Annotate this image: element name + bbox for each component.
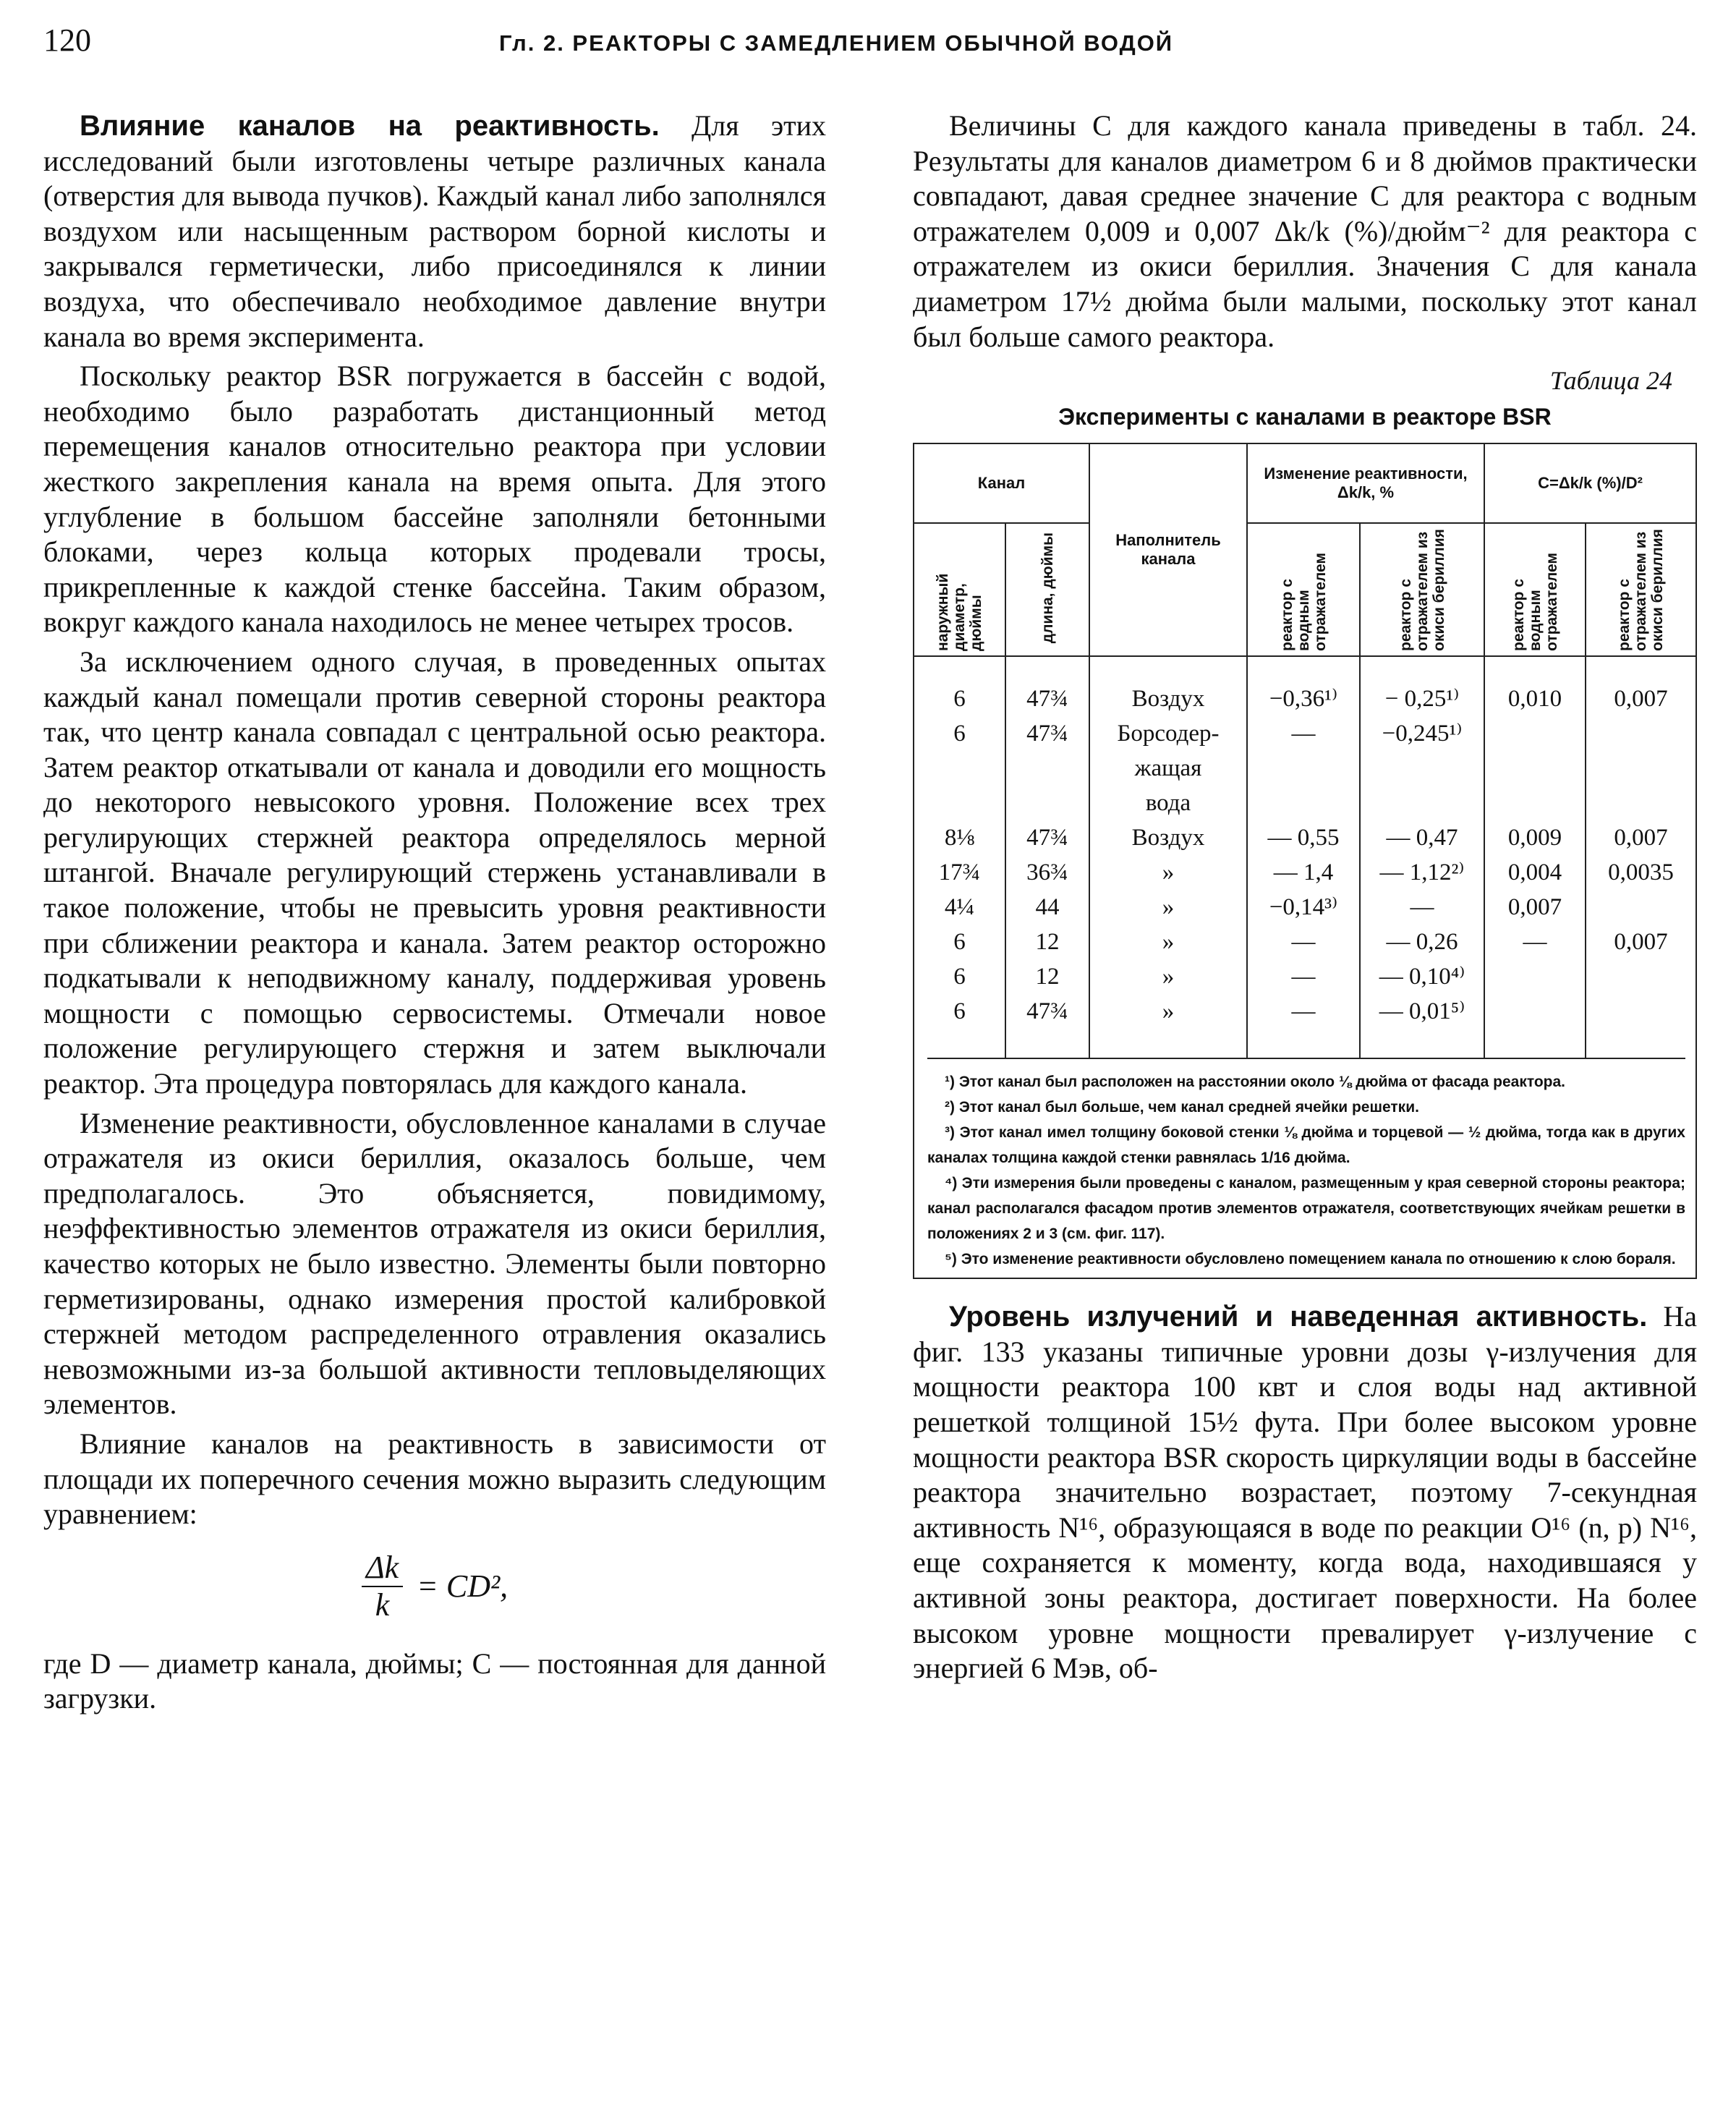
cell-c-beo xyxy=(1586,994,1695,1058)
cell-dk-beo: −0,245¹⁾ xyxy=(1360,716,1484,751)
equation-rhs: = CD², xyxy=(417,1568,509,1605)
cell-c-beo xyxy=(1586,959,1695,994)
cell-filler: жащая xyxy=(1089,751,1247,786)
cell-length: 36¾ xyxy=(1005,855,1089,890)
cell-dk-water: −0,14³⁾ xyxy=(1247,890,1360,925)
cell-length: 12 xyxy=(1005,959,1089,994)
table-row xyxy=(914,925,1695,959)
cell-c-beo: 0,0035 xyxy=(1608,859,1674,886)
subheader-diameter xyxy=(914,523,1005,656)
cell-length: 47¾ xyxy=(1005,820,1089,855)
paragraph-beryllium: Изменение реактивности, обусловленное каналами в случае отражателя из окиси бериллия, оказалось больше, чем предполагалось. Это объясняется, повидимому, неэффективностью элементов отражателя из окиси бериллия, качество которых не было известно. Элементы были повторно герметизированы, однако измерения простой калибровкой стержней методом распределенного отравления оказались невозможными из-за большой активности тепловыделяющих элементов. xyxy=(43,1106,826,1421)
cell-diameter: 17¾ xyxy=(914,855,1005,890)
cell-dk-beo: — 0,47 xyxy=(1360,820,1484,855)
cell-dk-beo: − 0,25¹⁾ xyxy=(1360,656,1484,716)
cell-filler: » xyxy=(1089,994,1247,1058)
table-row xyxy=(914,656,1695,716)
cell-c-beo xyxy=(1586,716,1695,751)
subheader-beo-reflector xyxy=(1360,523,1484,656)
cell-dk-beo: — 0,10⁴⁾ xyxy=(1360,959,1484,994)
cell-diameter: 6 xyxy=(914,994,1005,1058)
paragraph-equation-intro: Влияние каналов на реактивность в зависимости от площади их поперечного сечения можно выразить следующим уравнением: xyxy=(43,1427,826,1531)
cell-length: 47¾ xyxy=(1005,656,1089,716)
footnote-2: ²) Этот канал был больше, чем канал средней ячейки решетки. xyxy=(945,1099,1419,1116)
footnote-4: ⁴) Эти измерения были проведены с каналом, размещенным у края северной стороны реактора; канал располагался фасадом против элементов отражателя, соответствующих ячейкам решетки в положениях 2 и 3 (см. фиг. 117). xyxy=(927,1175,1685,1243)
cell-length: 47¾ xyxy=(1005,716,1089,751)
subheader-water-reflector xyxy=(1247,523,1360,656)
cell-length xyxy=(1005,751,1089,786)
cell-c-water: 0,009 xyxy=(1484,820,1586,855)
cell-filler: Воздух xyxy=(1089,820,1247,855)
cell-c-beo xyxy=(1586,751,1695,786)
cell-dk-water: — xyxy=(1247,994,1360,1058)
cell-dk-beo: — 0,26 xyxy=(1360,925,1484,959)
table-footnotes xyxy=(927,1058,1685,1272)
footnote-3: ³) Этот канал имел толщину боковой стенки ⅛ дюйма и торцевой — ½ дюйма, тогда как в других каналах толщина каждой стенки равнялась 1/16 дюйма. xyxy=(927,1124,1685,1167)
subheader-length-text: длина, дюймы xyxy=(1039,532,1056,643)
table-row xyxy=(914,751,1695,786)
cell-dk-beo: — 0,01⁵⁾ xyxy=(1360,994,1484,1058)
subheader-c-water-text: реактор с водным отражателем xyxy=(1510,553,1560,652)
cell-c-water xyxy=(1484,959,1586,994)
header-filler: Наполнитель канала xyxy=(1089,444,1247,656)
cell-dk-beo xyxy=(1360,786,1484,820)
table-row xyxy=(914,786,1695,820)
cell-dk-water: −0,36¹⁾ xyxy=(1247,656,1360,716)
table-row xyxy=(914,994,1695,1058)
right-column xyxy=(913,109,1697,1686)
cell-dk-beo: — xyxy=(1360,890,1484,925)
cell-diameter xyxy=(914,751,1005,786)
cell-length xyxy=(1005,786,1089,820)
cell-length: 12 xyxy=(1005,925,1089,959)
subheader-water-reflector-text: реактор с водным отражателем xyxy=(1278,553,1329,652)
cell-dk-beo xyxy=(1360,751,1484,786)
header-constant: C=Δk/k (%)/D² xyxy=(1484,444,1695,523)
cell-diameter: 6 xyxy=(914,656,1005,716)
section-title-radiation: Уровень излучений и наведенная активность. xyxy=(949,1301,1648,1333)
paragraph-remote-method: Поскольку реактор BSR погружается в бассейн с водой, необходимо было разработать дистанционный метод перемещения каналов относительно реактора при условии жесткого закрепления канала на время опыта. Для этого углубление в большом бассейне заполняли бетонными блоками, через кольца которых продевали тросы, прикрепленные к каждой стенке бассейна. Таким образом, вокруг каждого канала находилось не менее четырех тросов. xyxy=(43,360,826,639)
paragraph-text: Для этих исследований были изготовлены четыре различных канала (отверстия для вывода пучков). Каждый канал либо заполнялся воздухом или насыщенным раствором борной кислоты и закрывался герметически, либо присоединялся к линии воздуха, что обеспечивало необходимое давление внутри канала во время эксперимента. xyxy=(43,109,827,353)
cell-c-water: 0,007 xyxy=(1484,890,1586,925)
cell-filler: » xyxy=(1089,925,1247,959)
cell-dk-water xyxy=(1247,786,1360,820)
cell-diameter: 6 xyxy=(914,925,1005,959)
cell-diameter: 6 xyxy=(914,716,1005,751)
running-head: Гл. 2. РЕАКТОРЫ С ЗАМЕДЛЕНИЕМ ОБЫЧНОЙ ВОДОЙ xyxy=(499,30,1174,56)
cell-diameter: 8⅛ xyxy=(914,820,1005,855)
equation-denominator: k xyxy=(375,1586,390,1623)
subheader-beo-reflector-text: реактор с отражателем из окиси бериллия xyxy=(1397,529,1447,652)
subheader-c-beo xyxy=(1586,523,1695,656)
subheader-c-beo-text: реактор с отражателем из окиси бериллия xyxy=(1616,529,1667,652)
paragraph-channels-influence xyxy=(43,109,826,354)
subheader-length xyxy=(1005,523,1089,656)
cell-filler: » xyxy=(1089,855,1247,890)
cell-c-water xyxy=(1484,716,1586,751)
cell-diameter xyxy=(914,786,1005,820)
table-row xyxy=(914,890,1695,925)
cell-c-beo: 0,007 xyxy=(1614,686,1668,713)
left-column xyxy=(43,109,826,1717)
paragraph-text: На фиг. 133 указаны типичные уровни дозы γ-излучения для мощности реактора 100 квт и слоя воды над активной решеткой толщиной 15½ фута. При более высоком уровне мощности реактора BSR скорость циркуляции воды в бассейне реактора значительно возрастает, поэтому 7-секундная активность N¹⁶, образующаяся в воде по реакции O¹⁶ (n, p) N¹⁶, еще сохраняется к моменту, когда вода, находившаяся у активной зоны реактора, достигает поверхности. На более высоком уровне мощности превалирует γ-излучение с энергией 6 Мэв, об- xyxy=(913,1300,1698,1685)
cell-filler: » xyxy=(1089,959,1247,994)
cell-filler: Воздух xyxy=(1089,656,1247,716)
cell-dk-water: — xyxy=(1247,716,1360,751)
table-row xyxy=(914,959,1695,994)
cell-c-water xyxy=(1484,751,1586,786)
table-24 xyxy=(913,443,1697,1279)
cell-dk-water: — xyxy=(1247,959,1360,994)
cell-diameter: 4¼ xyxy=(914,890,1005,925)
cell-c-water xyxy=(1484,994,1586,1058)
header-channel: Канал xyxy=(914,444,1089,523)
cell-dk-water: — xyxy=(1247,925,1360,959)
cell-filler: вода xyxy=(1089,786,1247,820)
page-number: 120 xyxy=(43,22,91,58)
table-body xyxy=(914,656,1695,1058)
paragraph-definitions: где D — диаметр канала, дюймы; C — постоянная для данной загрузки. xyxy=(43,1647,826,1715)
cell-c-beo: 0,007 xyxy=(1614,929,1668,956)
cell-c-beo xyxy=(1586,786,1695,820)
cell-dk-beo: — 1,12²⁾ xyxy=(1360,855,1484,890)
equation-numerator: Δk xyxy=(362,1550,403,1587)
table-label: Таблица 24 xyxy=(1549,366,1672,396)
paragraph-procedure: За исключением одного случая, в проведенных опытах каждый канал помещали против северной стороны реактора так, что центр канала совпадал с центральной осью реактора. Затем реактор откатывали от канала и доводили его мощность до некоторого невысокого уровня. Положение всех трех регулирующих стержней реактора определялось мерной штангой. Вначале регулирующий стержень устанавливали в такое положение, чтобы не превысить уровня реактивности при сближении реактора и канала. Затем реактор осторожно подкатывали к неподвижному каналу, поддерживая уровень мощности с помощью сервосистемы. Отмечали новое положение регулирующего стержня и затем выключали реактор. Эта процедура повторялась для каждого канала. xyxy=(43,645,826,1100)
cell-c-water: 0,010 xyxy=(1484,656,1586,716)
data-table xyxy=(914,444,1695,1058)
cell-c-water: 0,004 xyxy=(1484,855,1586,890)
cell-dk-water xyxy=(1247,751,1360,786)
cell-dk-water: — 1,4 xyxy=(1247,855,1360,890)
table-row xyxy=(914,716,1695,751)
cell-c-beo: 0,007 xyxy=(1614,825,1668,851)
footnote-1: ¹) Этот канал был расположен на расстоянии около ⅛ дюйма от фасада реактора. xyxy=(945,1074,1566,1091)
equation-fraction xyxy=(362,1550,403,1623)
paragraph-radiation-levels xyxy=(913,1299,1697,1686)
subheader-diameter-text: наружный диаметр, дюймы xyxy=(935,573,984,652)
subheader-c-water xyxy=(1484,523,1586,656)
cell-length: 47¾ xyxy=(1005,994,1089,1058)
cell-c-beo xyxy=(1586,890,1695,925)
paragraph-c-values: Величины C для каждого канала приведены в табл. 24. Результаты для каналов диаметром 6 и 8 дюймов практически совпадают, давая среднее значение C для реактора с водным отражателем 0,009 и 0,007 Δk/k (%)/дюйм⁻² для реактора с отражателем из окиси бериллия. Значения C для канала диаметром 17½ дюйма были малыми, поскольку этот канал был больше самого реактора. xyxy=(913,109,1697,353)
cell-c-water xyxy=(1484,786,1586,820)
cell-c-water: — xyxy=(1484,925,1586,959)
cell-filler: Борсодер- xyxy=(1089,716,1247,751)
cell-dk-water: — 0,55 xyxy=(1247,820,1360,855)
table-row xyxy=(914,855,1695,890)
header-reactivity-change: Изменение реактивности, Δk/k, % xyxy=(1247,444,1484,523)
cell-length: 44 xyxy=(1005,890,1089,925)
cell-diameter: 6 xyxy=(914,959,1005,994)
equation xyxy=(43,1550,826,1629)
table-title: Эксперименты с каналами в реакторе BSR xyxy=(1058,404,1552,430)
cell-filler: » xyxy=(1089,890,1247,925)
footnote-5: ⁵) Это изменение реактивности обусловлено помещением канала по отношению к слою бораля. xyxy=(945,1251,1676,1268)
table-row xyxy=(914,820,1695,855)
section-title-channels: Влияние каналов на реактивность. xyxy=(80,110,660,142)
